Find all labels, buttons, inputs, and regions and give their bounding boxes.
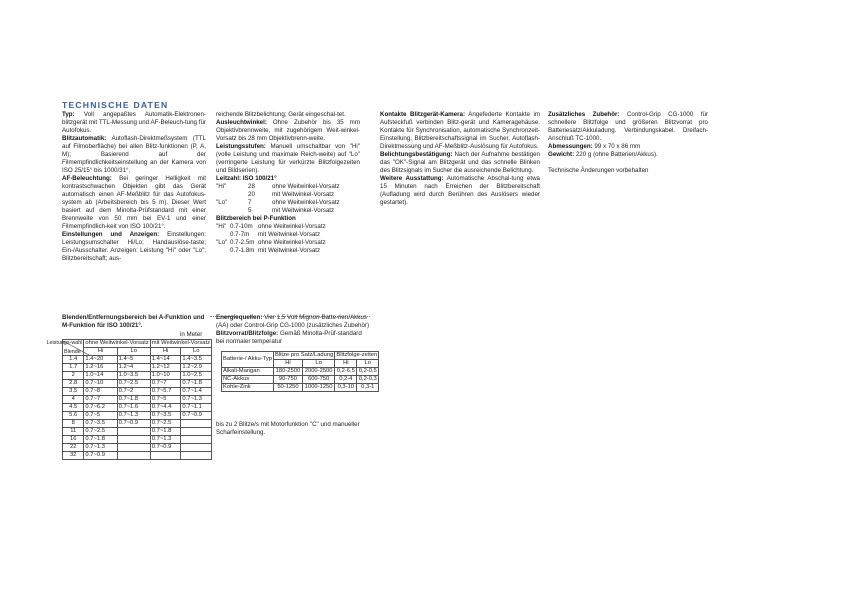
table-corner-cell xyxy=(46,339,84,356)
table-body xyxy=(63,356,212,460)
spec-blitzautomatik: Blitzautomatik: Autoflash-Direktmeßsystem (TTL auf Filmoberfläche) bei allen Blitz-funktionen (P, A, M); Basierend auf der Filmempfindlichkeitseinstellung an der Kamera von ISO 25/15° bis 1000/31°. xyxy=(62,135,206,174)
table-subheader: Hi xyxy=(150,348,181,356)
spec-typ: Typ: Voll angepaßtes Automatik-Elektronen-blitzgerät mit TTL-Messung und AF-Beleuch-tung für Autofokus. xyxy=(62,111,206,134)
table-subheader: Lo xyxy=(357,360,379,368)
value-cell: 2000-2500 xyxy=(302,368,334,376)
range-cell: 1.0~10 xyxy=(150,372,181,380)
range-cell: 0.7~2.5 xyxy=(150,420,181,428)
range-cell: 0.7~2 xyxy=(117,388,150,396)
range-cell: 0.7~0.9 xyxy=(84,452,117,460)
table-row xyxy=(63,364,212,372)
range-cell xyxy=(181,436,212,444)
spec-weitere-ausstattung: Weitere Ausstattung: Automatische Abschal-tung etwa 15 Minuten nach Erreichen der Blitzbereitschaft (Aufladung wird durch Berühren des Auslösers wieder gestartet). xyxy=(380,175,540,206)
column-2 xyxy=(216,111,360,255)
battery-type-cell: NC-Akkus xyxy=(222,376,274,384)
leitzahl-row: "Lo" 7 ohne Weitwinkel-Vorsatz xyxy=(216,199,340,206)
table-row xyxy=(63,428,212,436)
spec-einstellungen: Einstellungen und Anzeigen: Einstellungen: Leistungsumschalter Hi/Lo; Handauslöse-taste; Ein-/Ausschalter. Anzeigen: Leistung "Hi" oder "Lo"; Blitzbereitschaft; aus- xyxy=(62,231,206,262)
energy-section xyxy=(216,314,370,346)
leitzahl-row: 20 mit Weitwinkel-Vorsatz xyxy=(248,191,335,198)
technical-changes-note: Technische Änderungen vorbehalten xyxy=(548,167,649,174)
range-cell: 0.7~4.4 xyxy=(150,404,181,412)
aperture-cell: 8 xyxy=(63,420,84,428)
range-cell xyxy=(117,452,150,460)
range-cell xyxy=(117,428,150,436)
table-group-header: Blitzfolge-zeiten xyxy=(336,352,378,358)
range-cell xyxy=(181,452,212,460)
column-1 xyxy=(62,111,206,263)
table-subheader: Lo xyxy=(181,348,212,356)
spec-abmessungen: Abmessungen: 99 x 70 x 86 mm xyxy=(548,143,641,150)
motor-function-note: bis zu 2 Blitze/s mit Motorfunktion "C" und manueller Scharfeinstellung. xyxy=(216,421,360,436)
table-row xyxy=(63,420,212,428)
aperture-cell: 5.6 xyxy=(63,412,84,420)
table-subheader: Hi xyxy=(335,360,357,368)
value-cell: 0,3-10 xyxy=(335,384,357,392)
aperture-cell: 11 xyxy=(63,428,84,436)
corner-label-top: Leistungs-wahl xyxy=(46,339,83,346)
table-header: Batterie-/ Akku-Typ xyxy=(222,352,274,368)
value-cell: 600-750 xyxy=(302,376,334,384)
table-header-row xyxy=(63,340,212,348)
spec-gewicht: Gewicht: 220 g (ohne Batterien/Akkus). xyxy=(548,151,658,158)
range-cell: 0.7~0.9 xyxy=(117,420,150,428)
value-cell: 0,2-4 xyxy=(335,376,357,384)
table-group-header: ohne Weitwinkel-Vorsatz xyxy=(85,340,149,346)
aperture-cell: 1.4 xyxy=(63,356,84,364)
battery-type-cell: Kohle-Zink xyxy=(222,384,274,392)
aperture-cell: 1.7 xyxy=(63,364,84,372)
aperture-cell: 2 xyxy=(63,372,84,380)
range-cell: 0.7~3.5 xyxy=(84,420,117,428)
leitzahl-list xyxy=(216,183,360,215)
value-cell: 50-1250 xyxy=(273,384,302,392)
column-4 xyxy=(548,111,708,175)
table-row xyxy=(63,356,212,364)
range-cell: 1.2~12 xyxy=(150,364,181,372)
spec-energiequellen: Energiequellen: Vier 1,5 Volt Mignon-Batte-rien/Akkus (AA) oder Control-Grip CG-1000 (zusätzliches Zubehör) xyxy=(216,314,370,329)
value-cell: 180-2500 xyxy=(273,368,302,376)
leitzahl-row: 5 mit Weitwinkel-Vorsatz xyxy=(248,207,335,214)
battery-table xyxy=(221,351,379,392)
p-bereich-list xyxy=(216,223,360,255)
range-cell: 1.4~20 xyxy=(84,356,117,364)
range-cell xyxy=(181,428,212,436)
table-group-header: Blitze pro Satz/Ladung xyxy=(274,352,334,358)
table-group-header: mit Weitwinkel-Vorsatz xyxy=(151,340,210,346)
value-cell: 90-750 xyxy=(273,376,302,384)
range-cell xyxy=(181,444,212,452)
range-cell: 0.7~1.8 xyxy=(181,380,212,388)
value-cell: 0,2-6,5 xyxy=(336,368,355,374)
p-bereich-row: 0.7-1.8m mit Weitwinkel-Vorsatz xyxy=(230,247,321,254)
range-cell: 0.7~2.5 xyxy=(84,428,117,436)
spec-ausleuchtwinkel: Ausleuchtwinkel: Ohne Zubehör bis 35 mm Objektivbrennweite, mit zugehörigem Weit-winkel-Vorsatz bis 28 mm Objektivbrenn-weite. xyxy=(216,119,360,142)
table-header-row xyxy=(222,352,379,360)
table-row xyxy=(63,372,212,380)
spec-leitzahl-heading: Leitzahl: ISO 100/21° xyxy=(216,175,277,182)
range-cell: 0.7~2.5 xyxy=(117,380,150,388)
value-cell: 0,2-0,3 xyxy=(358,376,377,382)
range-cell: 0.7~1.3 xyxy=(181,396,212,404)
range-cell xyxy=(117,436,150,444)
range-cell: 1.0~3.5 xyxy=(117,372,150,380)
range-cell: 0.7~1.3 xyxy=(84,444,117,452)
aperture-cell: 22 xyxy=(63,444,84,452)
range-cell: 1.2~4 xyxy=(117,364,150,372)
table-subheader: Hi xyxy=(84,348,117,356)
p-bereich-row: "Lo" 0.7-2.5m ohne Weitwinkel-Vorsatz xyxy=(216,239,326,246)
value-cell: 0,2-0,5 xyxy=(358,368,377,374)
table-row xyxy=(63,404,212,412)
p-bereich-row: 0.7-7m mit Weitwinkel-Vorsatz xyxy=(230,231,321,238)
range-cell: 1.0~2.5 xyxy=(181,372,212,380)
aperture-cell: 32 xyxy=(63,452,84,460)
aperture-cell: 2.8 xyxy=(63,380,84,388)
range-cell: 0.7~5 xyxy=(150,396,181,404)
spec-p-bereich-heading: Blitzbereich bei P-Funktion xyxy=(216,215,296,222)
value-cell: 0,3-1 xyxy=(357,384,379,392)
flash-rate-note xyxy=(216,421,370,437)
range-cell: 0.7~1.4 xyxy=(181,388,212,396)
value-cell: 1000-1250 xyxy=(302,384,334,392)
page-title: TECHNISCHE DATEN xyxy=(62,100,169,110)
table-row xyxy=(63,412,212,420)
table-row xyxy=(63,396,212,404)
range-cell: 0.7~1.8 xyxy=(117,396,150,404)
battery-type-cell: Alkali-Mangan xyxy=(222,368,274,376)
table-subheader: Lo xyxy=(302,360,334,368)
aperture-cell: 4.5 xyxy=(63,404,84,412)
table-subheader: Lo xyxy=(117,348,150,356)
spec-zubehoer: Zusätzliches Zubehör: Control-Grip CG-1000 für schnellere Blitzfolge und größeren Blitzvorrat pro Batteriesatz/Akkuladung. Verbindungskabel. Dreifach-Anschluß TC-1000. xyxy=(548,111,708,142)
table1-unit: in Meter xyxy=(180,331,203,338)
range-cell xyxy=(150,452,181,460)
range-cell: 0.7~10 xyxy=(84,380,117,388)
range-cell xyxy=(117,444,150,452)
spec-belichtungsbestaetigung: Belichtungsbestätigung: Nach der Aufnahme bestätigen das "OK"-Signal am Blitzgerät und das schnelle Blinken des Blitzsignals im Sucher die ausreichende Belichtung. xyxy=(380,151,540,174)
range-cell: 0.7~5 xyxy=(84,412,117,420)
range-cell: 1.4~5 xyxy=(117,356,150,364)
range-cell: 0.7~7 xyxy=(84,396,117,404)
range-cell: 1.4~14 xyxy=(150,356,181,364)
column-3 xyxy=(380,111,540,207)
p-bereich-row: "Hi" 0.7-10m ohne Weitwinkel-Vorsatz xyxy=(216,223,326,230)
table1-heading: Blenden/Entfernungsbereich bei A-Funktion und M-Funktion für ISO 100/21°. xyxy=(62,314,205,329)
spec-kontakte: Kontakte Blitzgerät-Kamera: Angefederte Kontakte im Aufsteckfuß verbinden Blitz-gerät und Kameragehäuse. Kontakte für Synchronisation, automatische Synchronzeit-Einstellung, Blitzbereitschaftssignal im Sucher, Autoflash-Direktmessung und AF-Meßblitz-Auslösung für Autofokus. xyxy=(380,111,540,150)
table-row xyxy=(222,376,379,384)
range-cell: 0.7~1.8 xyxy=(150,428,181,436)
aperture-cell: 16 xyxy=(63,436,84,444)
range-cell: 0.7~1.3 xyxy=(150,436,181,444)
range-cell: 1.4~3.5 xyxy=(181,356,212,364)
range-cell: 0.7~3.5 xyxy=(150,412,181,420)
range-cell: 0.7~6.2 xyxy=(84,404,117,412)
table-row xyxy=(63,444,212,452)
range-cell: 0.7~0.9 xyxy=(181,412,212,420)
table-body xyxy=(222,368,379,392)
table-row xyxy=(63,388,212,396)
table-row xyxy=(222,368,379,376)
table-row xyxy=(63,436,212,444)
table-row xyxy=(63,380,212,388)
range-cell: 0.7~0.9 xyxy=(150,444,181,452)
range-cell: 0.7~1.6 xyxy=(117,404,150,412)
spec-anzeigen-cont: reichende Blitzbelichtung; Gerät eingeschal-tet. xyxy=(216,111,346,118)
corner-label-bottom: Blende xyxy=(64,348,81,355)
range-cell: 1.2~16 xyxy=(84,364,117,372)
spec-blitzvorrat: Blitzvorrat/Blitzfolge: Gemäß Minolta-Prüf-standard bei normaler temperatur xyxy=(216,330,362,345)
range-cell: 0.7~7 xyxy=(150,380,181,388)
aperture-cell: 3.5 xyxy=(63,388,84,396)
table-subheader: Hi xyxy=(273,360,302,368)
range-cell xyxy=(181,420,212,428)
range-cell: 0.7~8 xyxy=(84,388,117,396)
spec-leistungsstufen: Leistungsstufen: Manuell umschaltbar von "Hi" (volle Leistung und maximale Reich-weite) auf "Lo" (verringerte Leistung für verkürzte Blitzfolgezeiten und Bildserien). xyxy=(216,143,360,174)
table-row xyxy=(63,452,212,460)
range-cell: 0.7~1.1 xyxy=(181,404,212,412)
range-cell: 0.7~1.3 xyxy=(117,412,150,420)
aperture-cell: 4 xyxy=(63,396,84,404)
aperture-range-table xyxy=(46,339,212,460)
range-cell: 0.7~1.8 xyxy=(84,436,117,444)
table-row xyxy=(222,384,379,392)
range-cell: 1.0~14 xyxy=(84,372,117,380)
range-cell: 1.2~2.9 xyxy=(181,364,212,372)
leitzahl-row: "Hi" 28 ohne Weitwinkel-Vorsatz xyxy=(216,183,340,190)
spec-af-beleuchtung: AF-Beleuchtung: Bei geringer Helligkeit mit kontrastschwachen Objekten gibt das Gerät automatisch einen AF-Meßblitz für das Autofokus-system ab (Arbeitsbereich bis 5 m). Dieser Wert basiert auf dem Minolta-Prüfstandard mit einer Brennweite von 50 mm bei EV-1 und einer Filmempfindlich-keit von ISO 100/21°. xyxy=(62,175,206,230)
range-cell: 0.7~5.7 xyxy=(150,388,181,396)
